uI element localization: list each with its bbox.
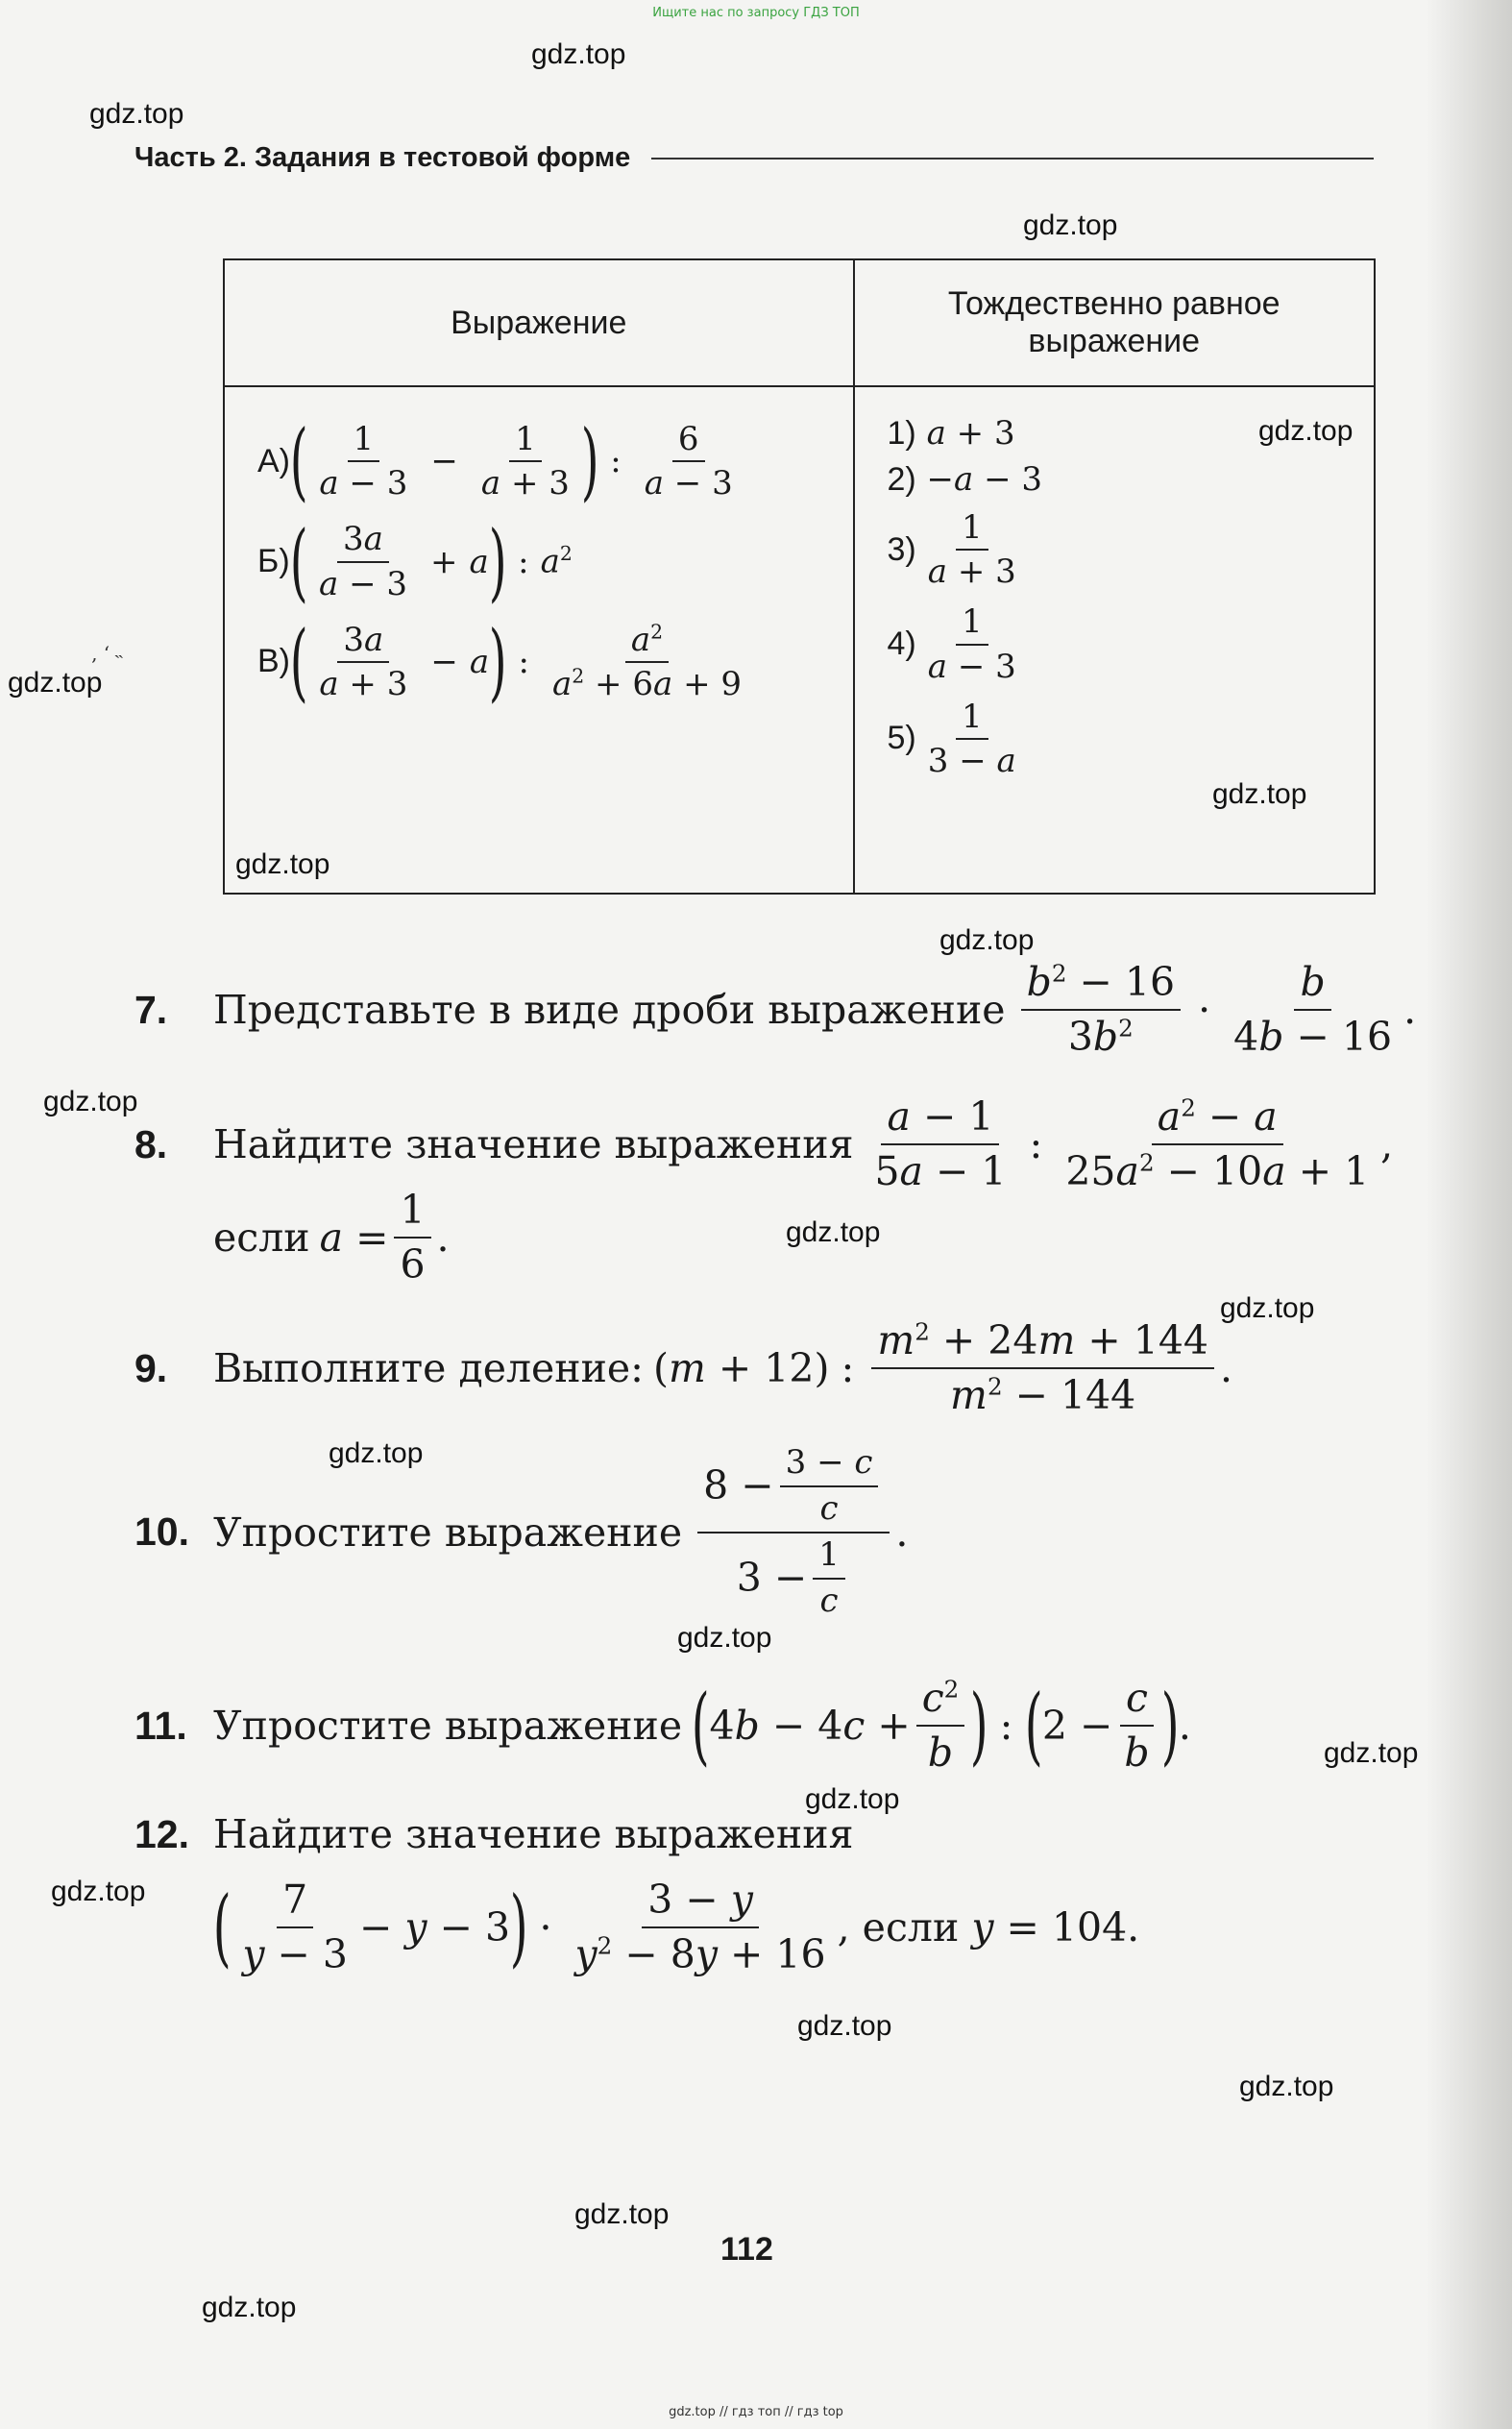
watermark: gdz.top xyxy=(1258,415,1353,447)
watermark: gdz.top xyxy=(1239,2071,1334,2102)
section-title: Часть 2. Задания в тестовой форме xyxy=(134,142,631,173)
watermark: gdz.top xyxy=(8,667,103,699)
answer-1: 1) a + 3 xyxy=(887,414,1015,453)
answer-3: 3) $\frac{1}{a + 3}$ xyxy=(887,508,1016,592)
expression-c: В) ( $\frac{3a}{a + 3}$ − a ) : $\frac{a^2}{a^2 + 6a + 9}$ xyxy=(257,611,743,711)
answer-4: 4) $\frac{1}{a - 3}$ xyxy=(887,602,1016,686)
watermark: gdz.top xyxy=(531,38,626,70)
watermark: gdz.top xyxy=(786,1216,881,1248)
watermark: gdz.top xyxy=(805,1783,900,1815)
page-number: 112 xyxy=(720,2231,773,2268)
page-edge-shadow xyxy=(1426,0,1512,2429)
watermark: gdz.top xyxy=(677,1622,772,1654)
watermark: gdz.top xyxy=(939,924,1035,956)
task-8-condition: если a = $\frac{1}{6}$ . xyxy=(213,1184,450,1292)
watermark: gdz.top xyxy=(235,848,330,880)
task-11: 11. Упростите выражение ( 4b − 4c + $\frac{c^2}{b}$ ) : ( 2 − $\frac{c}{b}$ ) . xyxy=(134,1672,1191,1780)
watermark: gdz.top xyxy=(574,2198,670,2230)
task-8: 8. Найдите значение выражения $\frac{a - 1}{5a - 1}$ : $\frac{a^2 - a}{25a^2 - 10a + 1}$ , xyxy=(134,1091,1393,1199)
watermark: gdz.top xyxy=(202,2292,297,2323)
watermark: gdz.top xyxy=(797,2010,892,2042)
watermark: gdz.top xyxy=(43,1086,138,1117)
task-9: 9. Выполните деление: (m + 12) : $\frac{m^2 + 24m + 144}{m^2 - 144}$ . xyxy=(134,1314,1232,1423)
answer-5: 5) $\frac{1}{3 - a}$ xyxy=(887,697,1016,780)
bottom-banner: gdz.top // гдз топ // гдз top xyxy=(669,2405,843,2419)
watermark: gdz.top xyxy=(1023,209,1118,241)
top-banner: Ищите нас по запросу ГДЗ ТОП xyxy=(652,6,860,20)
watermark: gdz.top xyxy=(51,1876,146,1907)
scan-mark: ‚ ʻ ˵ xyxy=(91,642,123,665)
task-12: 12. Найдите значение выражения xyxy=(134,1811,854,1857)
watermark: gdz.top xyxy=(1324,1737,1419,1769)
header-rule xyxy=(651,158,1374,159)
task-10: 10. Упростите выражение 8 − $\frac{3 - c}{c}$ 3 − $\frac{1}{c}$ . xyxy=(134,1443,909,1620)
expression-b: Б) ( $\frac{3a}{a - 3}$ + a ) : $a^2$ xyxy=(257,511,573,611)
task-12-expression: ( $\frac{7}{y - 3}$ − y − 3 ) · $\frac{3 - y}{y^2 - 8y + 16}$ , если y = 104. xyxy=(213,1874,1139,1982)
matching-table xyxy=(223,258,1376,895)
section-header xyxy=(134,142,1374,174)
task-7: 7. Представьте в виде дроби выражение $\frac{b^2 - 16}{3b^2}$ · $\frac{b}{4b - 16}$ . xyxy=(134,956,1416,1065)
watermark: gdz.top xyxy=(89,98,184,130)
watermark: gdz.top xyxy=(1220,1292,1315,1324)
column-header-identity: Тождественно равное выражение xyxy=(854,259,1375,386)
watermark: gdz.top xyxy=(1212,778,1307,810)
expression-a: А) ( $\frac{1}{a - 3}$ − $\frac{1}{a + 3}$ ) : $\frac{6}{a - 3}$ xyxy=(257,411,733,511)
answer-2: 2) − a − 3 xyxy=(887,460,1043,499)
answers-cell xyxy=(854,386,1375,894)
watermark: gdz.top xyxy=(329,1437,424,1469)
expressions-cell xyxy=(224,386,854,894)
column-header-expression: Выражение xyxy=(224,259,854,386)
